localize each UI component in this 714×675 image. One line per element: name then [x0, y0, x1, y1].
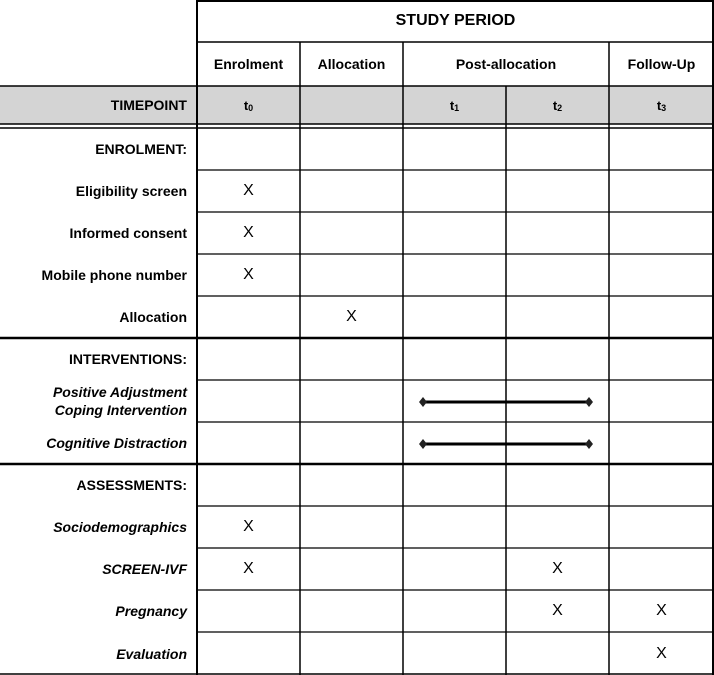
row-label: Sociodemographics	[53, 519, 187, 535]
schedule-mark: X	[243, 182, 254, 199]
span-endpoint-diamond	[585, 439, 593, 449]
span-endpoint-diamond	[585, 397, 593, 407]
schedule-mark: X	[243, 560, 254, 577]
row-label: Positive Adjustment Coping Intervention	[52, 384, 187, 418]
timepoint-symbol: t	[449, 97, 455, 113]
row-label: SCREEN-IVF	[102, 561, 187, 577]
schedule-mark: X	[346, 308, 357, 325]
schedule-mark: X	[552, 602, 563, 619]
schedule-mark: X	[656, 644, 667, 662]
timepoint-index: 1	[454, 103, 460, 113]
span-endpoint-diamond	[419, 439, 427, 449]
schedule-mark: X	[243, 518, 254, 535]
row-label: ASSESSMENTS:	[76, 477, 187, 493]
phase-allocation-header: Allocation	[317, 56, 386, 72]
row-label: Pregnancy	[115, 603, 187, 619]
study-period-title: STUDY PERIOD	[395, 12, 516, 29]
timepoint-symbol: t	[656, 97, 662, 113]
row-label: Informed consent	[69, 225, 187, 241]
span-endpoint-diamond	[419, 397, 427, 407]
row-label: Eligibility screen	[75, 183, 187, 199]
row-label: Evaluation	[116, 645, 187, 662]
phase-post-allocation-header: Post-allocation	[455, 56, 557, 72]
timepoint-index: 3	[661, 103, 667, 113]
schedule-mark: X	[243, 224, 254, 241]
schedule-mark: X	[552, 560, 563, 577]
row-label: Allocation	[119, 309, 187, 325]
timepoint-index: 0	[248, 103, 254, 113]
timepoint-index: 2	[557, 103, 563, 113]
timepoint-label: TIMEPOINT	[110, 97, 187, 113]
row-label: ENROLMENT:	[95, 141, 187, 157]
row-label: INTERVENTIONS:	[69, 351, 187, 367]
timepoint-symbol: t	[243, 97, 249, 113]
schedule-mark: X	[243, 266, 254, 283]
timepoint-symbol: t	[552, 97, 558, 113]
row-label: Cognitive Distraction	[46, 435, 187, 451]
schedule-mark: X	[656, 602, 667, 619]
phase-follow-up-header: Follow-Up	[627, 56, 696, 72]
phase-enrolment-header: Enrolment	[213, 56, 284, 72]
row-label: Mobile phone number	[41, 267, 187, 283]
